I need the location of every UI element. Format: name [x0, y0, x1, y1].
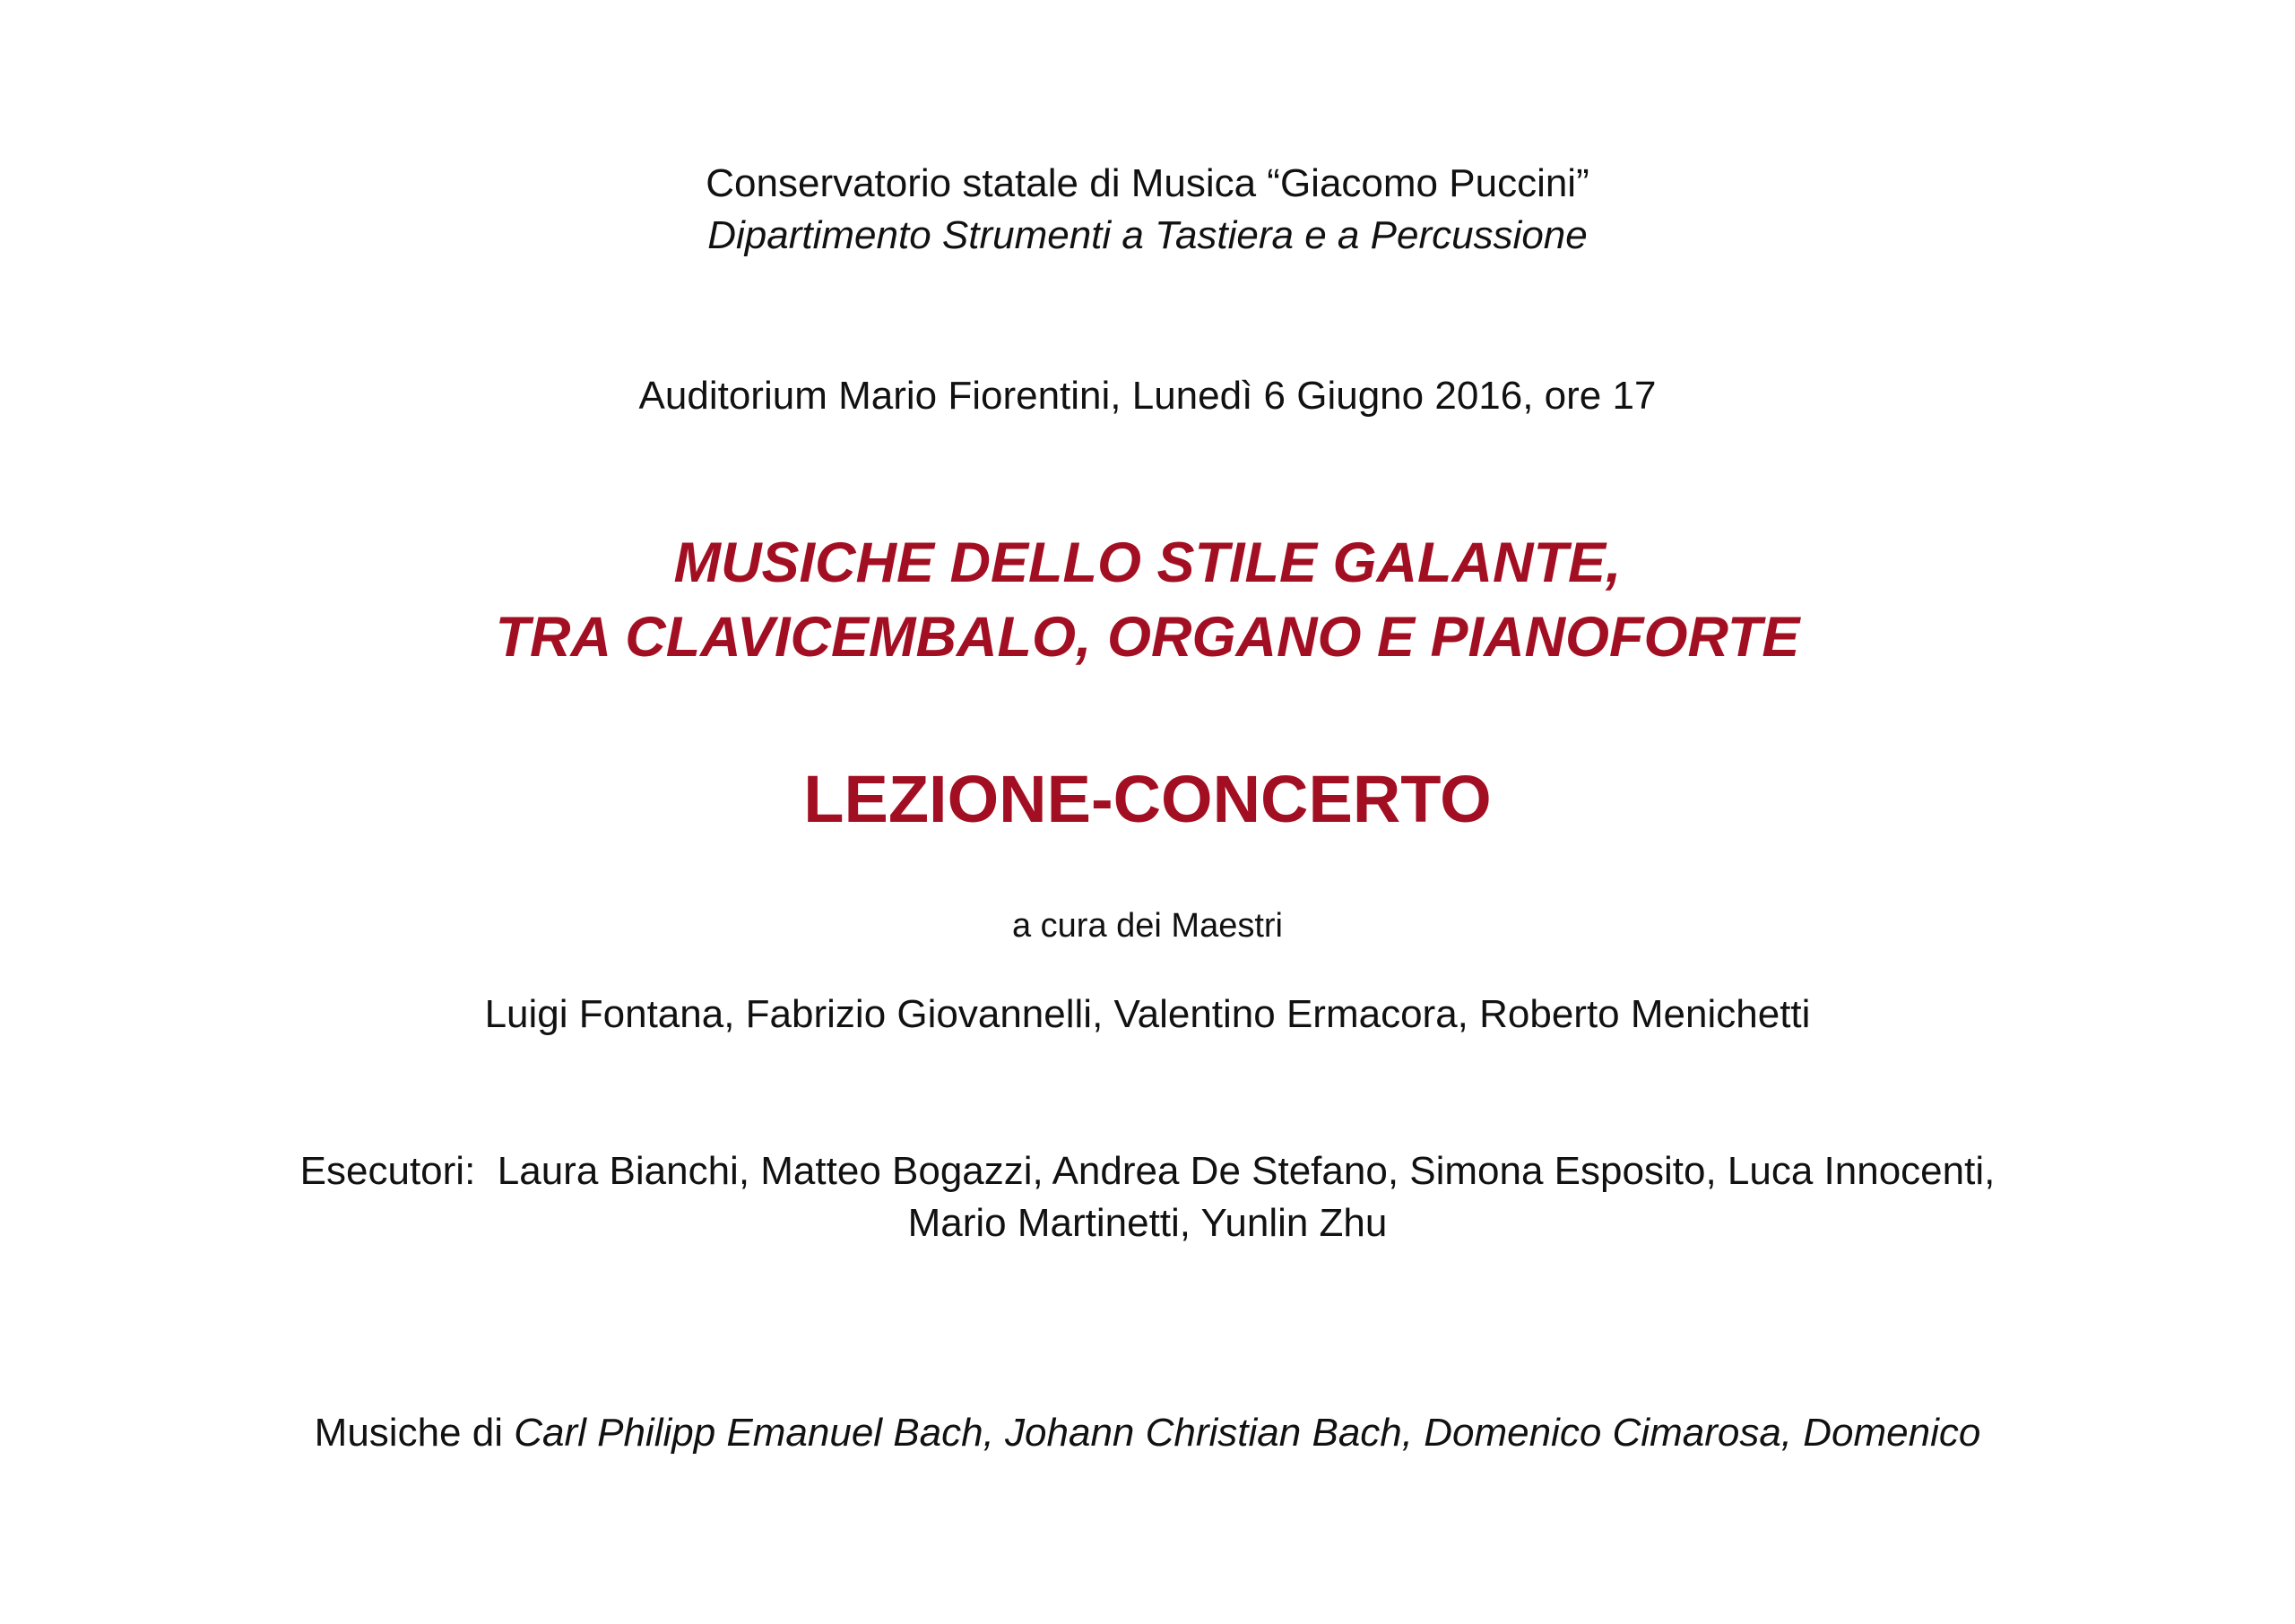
program-line [0, 1413, 2295, 1453]
performers-line1 [0, 1149, 2295, 1193]
music-label: Musiche di [314, 1411, 503, 1455]
teachers-list: Luigi Fontana, Fabrizio Giovannelli, Valentino Ermacora, Roberto Menichetti [484, 992, 1811, 1036]
performers-names-line1: Laura Bianchi, Matteo Bogazzi, Andrea De Stefano, Simona Esposito, Luca Innocenti, [497, 1149, 1996, 1193]
performers-line2: Mario Martinetti, Yunlin Zhu [907, 1201, 1388, 1245]
composers-list: Carl Philipp Emanuel Bach, Johann Christian Bach, Domenico Cimarosa, Domenico [514, 1411, 1981, 1455]
institute-name: Conservatorio statale di Musica “Giacomo Puccini” [706, 161, 1589, 205]
venue-datetime: Auditorium Mario Fiorentini, Lunedì 6 Giugno 2016, ore 17 [638, 374, 1657, 418]
event-title-line1: MUSICHE DELLO STILE GALANTE, [673, 531, 1622, 594]
performers-label: Esecutori: [299, 1149, 476, 1193]
curated-by-label: a cura dei Maestri [1011, 907, 1283, 945]
event-title-line2: TRA CLAVICEMBALO, ORGANO E PIANOFORTE [495, 606, 1800, 669]
department-name: Dipartimento Strumenti a Tastiera e a Percussione [707, 213, 1588, 257]
event-subtitle: LEZIONE-CONCERTO [803, 762, 1492, 836]
